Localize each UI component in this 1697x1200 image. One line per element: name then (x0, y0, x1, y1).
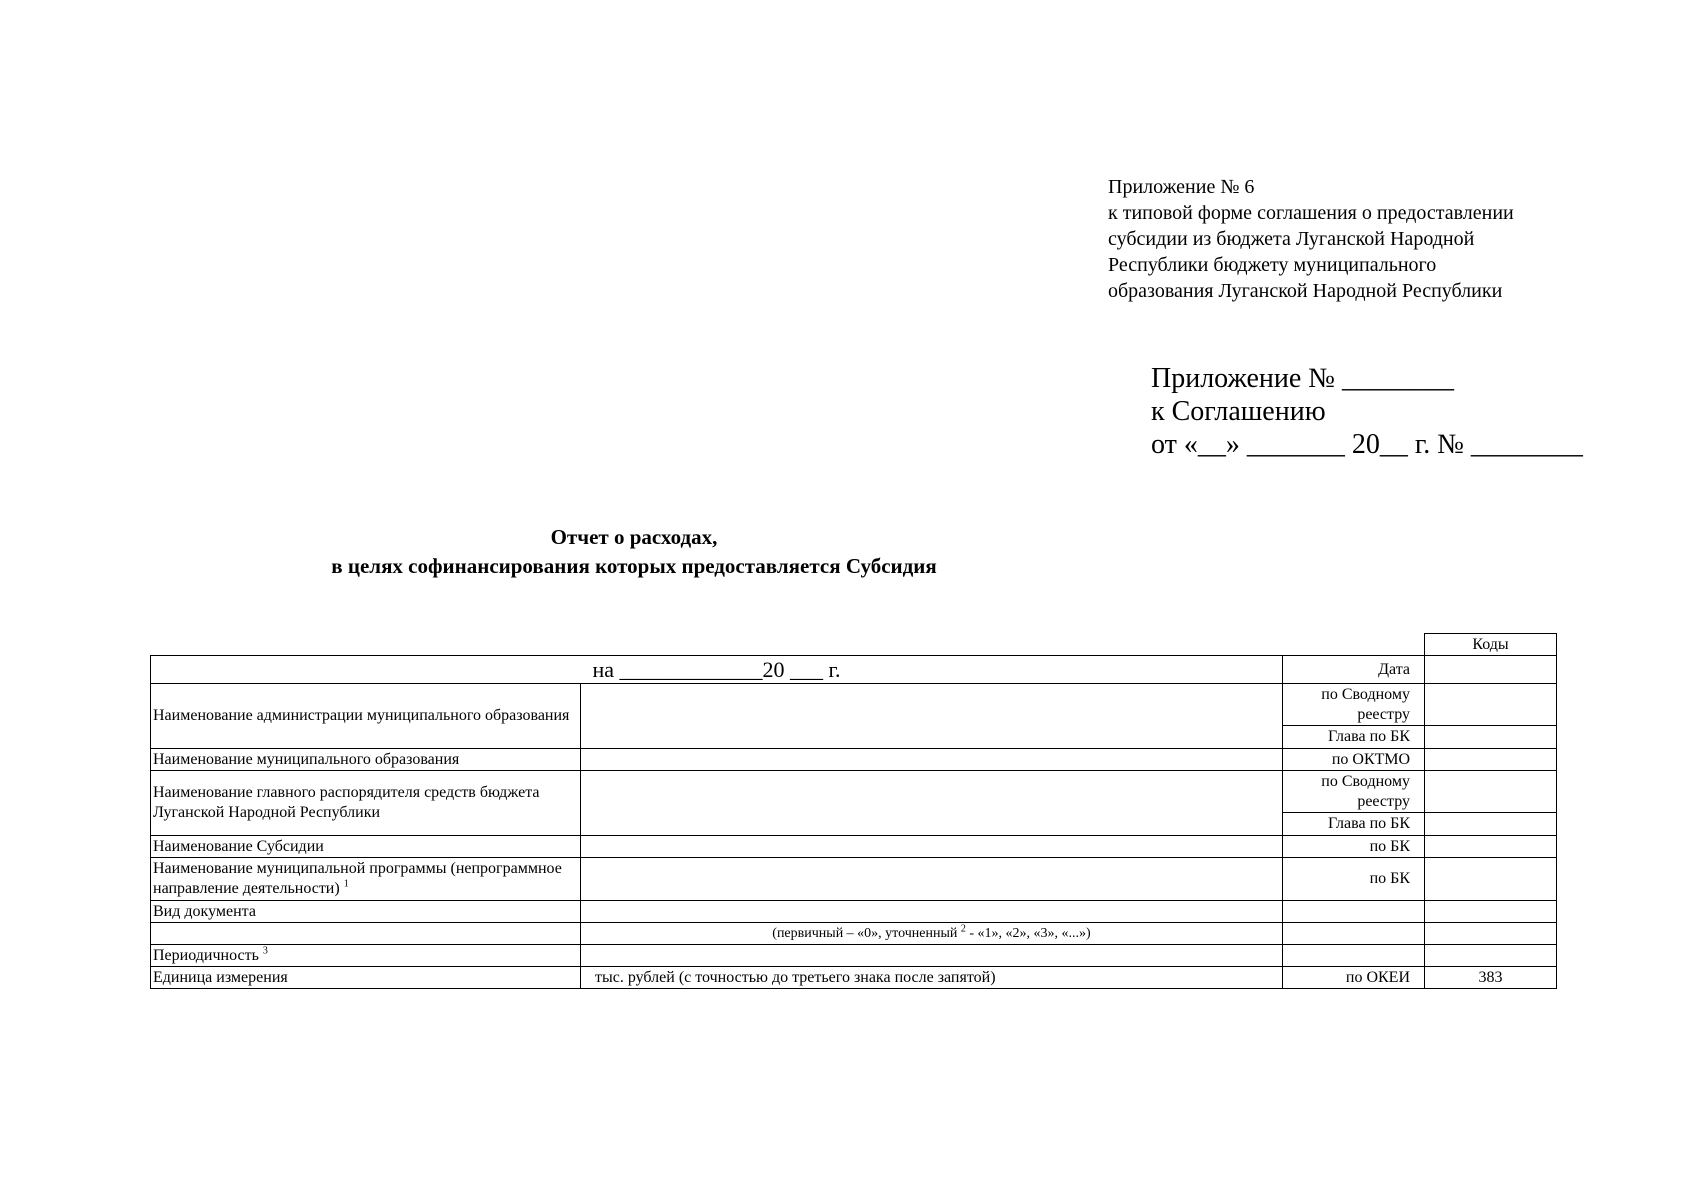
table-row (151, 749, 1557, 771)
appendix-line: Приложение № 6 (1108, 176, 1255, 198)
row-label: Наименование муниципального образования (151, 749, 581, 771)
appendix-line: субсидии из бюджета Луганской Народной (1108, 228, 1475, 250)
code-cell[interactable] (1425, 945, 1557, 967)
table-row (151, 923, 1557, 945)
footnote-marker: 3 (262, 945, 268, 957)
row-label: Наименование Субсидии (151, 836, 581, 858)
document-type-hint: (первичный – «0», уточненный $^2$ - «1», «2», «3», «...») (581, 923, 1283, 945)
agreement-line: к Соглашению (1151, 396, 1326, 427)
code-cell[interactable] (1425, 836, 1557, 858)
appendix-header (1108, 174, 1514, 304)
code-cell[interactable] (1425, 749, 1557, 771)
appendix-line: к типовой форме соглашения о предоставлении (1108, 202, 1514, 224)
table-row (151, 858, 1557, 901)
table-row (151, 836, 1557, 858)
codes-header: Коды (1425, 634, 1557, 656)
row-label (151, 945, 581, 967)
row-label (151, 858, 581, 901)
table-row (151, 634, 1557, 656)
report-title-line1: Отчет о расходах, (550, 525, 718, 549)
table-row (151, 945, 1557, 967)
table-row (151, 967, 1557, 989)
okei-code: 383 (1425, 967, 1557, 989)
code-label: по ОКТМО (1283, 749, 1425, 771)
code-label-cell (1283, 945, 1425, 967)
footnote-marker: 2 (960, 922, 966, 934)
row-value-cell[interactable] (581, 858, 1283, 901)
code-cell[interactable] (1425, 726, 1557, 749)
row-label-text: Наименование муниципальной программы (непрограммное направление деятельности) (153, 860, 562, 897)
table-row (151, 684, 1557, 726)
unit-value: тыс. рублей (с точностью до третьего знака после запятой) (581, 967, 1283, 989)
row-value-cell[interactable] (581, 836, 1283, 858)
code-label: Глава по БК (1283, 726, 1425, 749)
code-cell[interactable] (1425, 684, 1557, 726)
row-label: Наименование главного распорядителя средств бюджета Луганской Народной Республики (151, 771, 581, 836)
agreement-line: Приложение № ________ (1151, 363, 1454, 394)
code-label: по БК (1283, 836, 1425, 858)
code-label: по Сводному реестру (1283, 684, 1425, 726)
footnote-marker: 1 (343, 878, 349, 890)
report-title-line2: в целях софинансирования которых предоставляется Субсидия (331, 554, 937, 578)
code-label: по БК (1283, 858, 1425, 901)
code-label: по ОКЕИ (1283, 967, 1425, 989)
date-label: Дата (1283, 656, 1425, 684)
report-period-line: на _____________20 ___ г. (151, 656, 1283, 684)
row-value-cell[interactable] (581, 945, 1283, 967)
table-row (151, 656, 1557, 684)
agreement-line: от «__» _______ 20__ г. № ________ (1151, 429, 1583, 460)
row-value-cell[interactable] (581, 749, 1283, 771)
table-row (151, 901, 1557, 923)
appendix-line: образования Луганской Народной Республики (1108, 280, 1503, 302)
agreement-header (1151, 362, 1583, 461)
row-value-cell[interactable] (581, 684, 1283, 749)
row-label-text: Периодичность (153, 946, 259, 964)
code-cell[interactable] (1425, 858, 1557, 901)
date-code-cell[interactable] (1425, 656, 1557, 684)
code-label: Глава по БК (1283, 813, 1425, 836)
row-value-cell[interactable] (581, 771, 1283, 836)
code-cell[interactable] (1425, 901, 1557, 923)
report-form-table (150, 633, 1557, 989)
code-cell[interactable] (1425, 771, 1557, 813)
table-row (151, 771, 1557, 813)
report-title (0, 523, 1268, 581)
row-label: Единица измерения (151, 967, 581, 989)
code-cell[interactable] (1425, 813, 1557, 836)
row-value-cell[interactable] (581, 901, 1283, 923)
code-label: по Сводному реестру (1283, 771, 1425, 813)
row-label: Вид документа (151, 901, 581, 923)
row-label: Наименование администрации муниципального образования (151, 684, 581, 749)
code-label-cell (1283, 901, 1425, 923)
appendix-line: Республики бюджету муниципального (1108, 254, 1437, 276)
